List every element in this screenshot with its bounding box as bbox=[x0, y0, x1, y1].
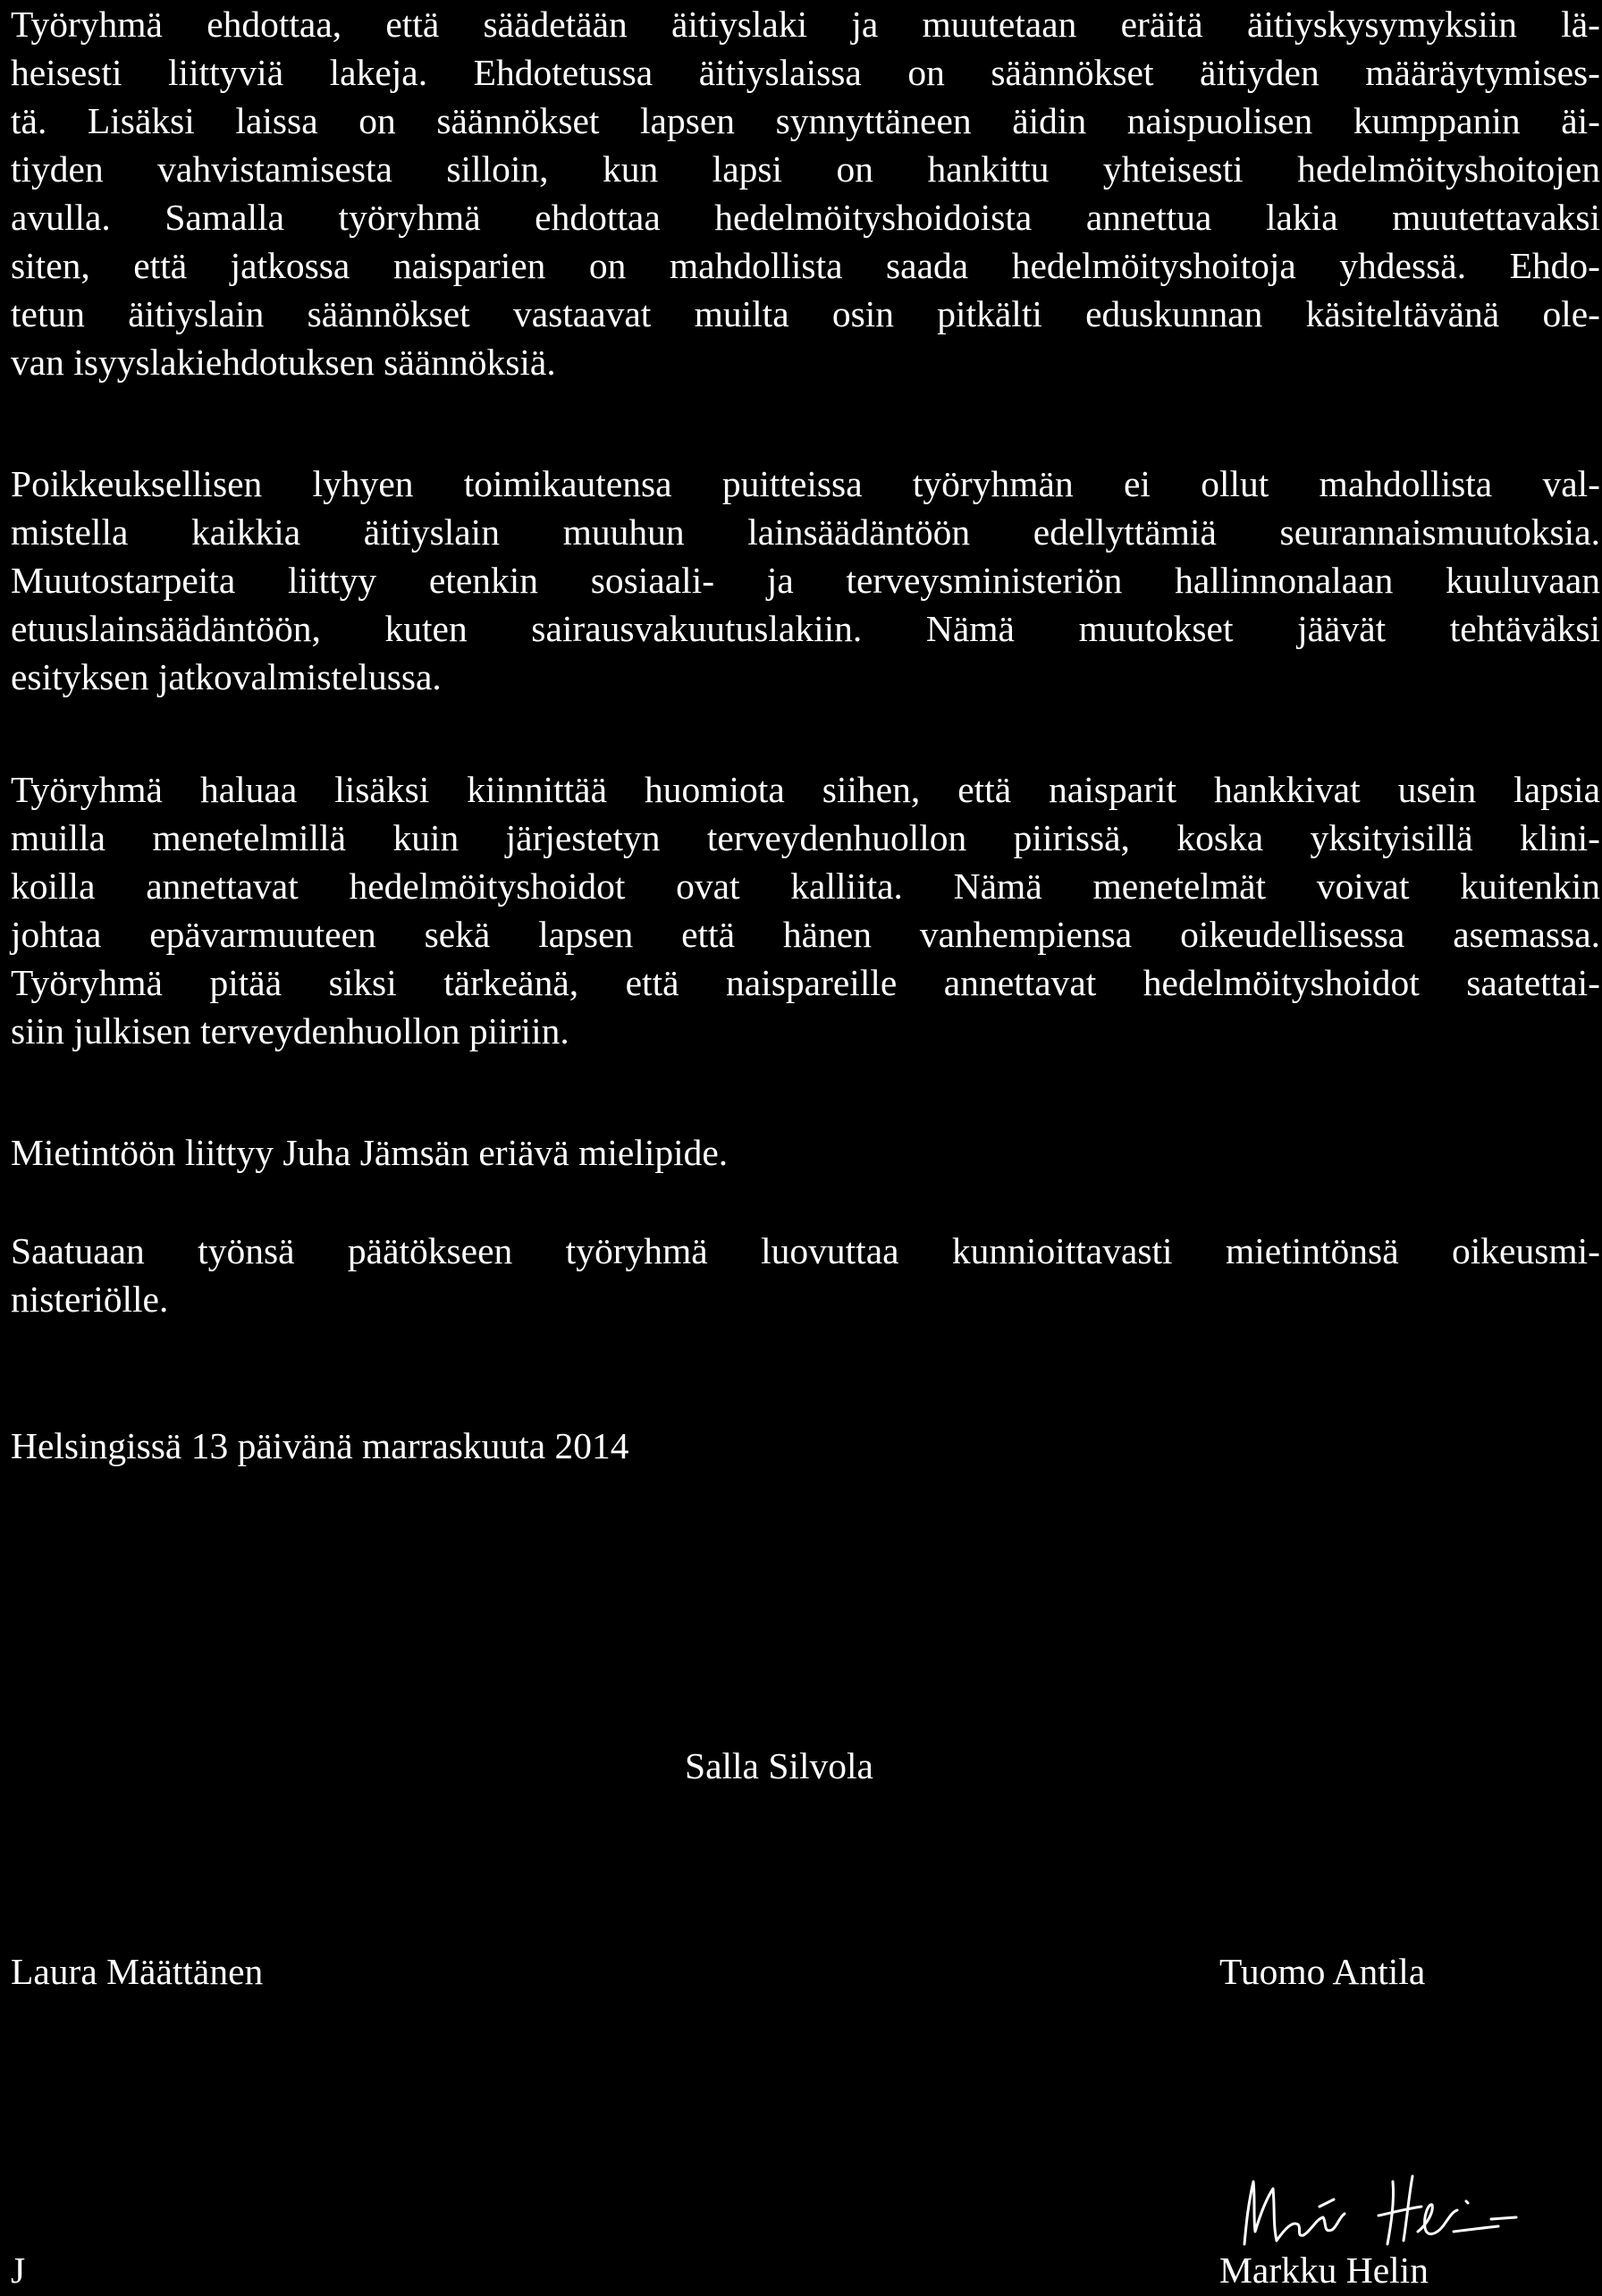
signatory-chair: Salla Silvola bbox=[685, 1745, 873, 1786]
text-line: avulla. Samalla työryhmä ehdottaa hedelmöityshoidoista annettua lakia muutettavaksi bbox=[11, 197, 1600, 238]
signatory-bottom-right: Markku Helin bbox=[1219, 2250, 1429, 2291]
paragraph-proposal bbox=[11, 0, 1600, 386]
paragraph-attention bbox=[11, 765, 1600, 1055]
text-line: mistella kaikkia äitiyslain muuhun lainsäädäntöön edellyttämiä seurannaismuutoksia. bbox=[11, 511, 1600, 553]
text-line: koilla annettavat hedelmöityshoidot ovat kalliita. Nämä menetelmät voivat kuitenkin bbox=[11, 865, 1600, 907]
text-line: tiyden vahvistamisesta silloin, kun lapsi on hankittu yhteisesti hedelmöityshoitojen bbox=[11, 148, 1600, 190]
text-line: tä. Lisäksi laissa on säännökset lapsen synnyttäneen äidin naispuolisen kumppanin äi- bbox=[11, 100, 1600, 141]
text-line: nisteriölle. bbox=[11, 1279, 169, 1320]
paragraph-limitations bbox=[11, 460, 1600, 701]
text-line: Työryhmä haluaa lisäksi kiinnittää huomiota siihen, että naisparit hankkivat usein lapsia bbox=[11, 769, 1600, 810]
text-line: muilla menetelmillä kuin järjestetyn terveydenhuollon piirissä, koska yksityisillä klini- bbox=[11, 817, 1600, 858]
text-line: Mietintöön liittyy Juha Jämsän eriävä mielipide. bbox=[11, 1132, 729, 1173]
signatory-right-member: Tuomo Antila bbox=[1219, 1951, 1426, 1992]
text-line: Poikkeuksellisen lyhyen toimikautensa puitteissa työryhmän ei ollut mahdollista val- bbox=[11, 463, 1600, 504]
signatory-bottom-left: J bbox=[11, 2250, 26, 2291]
text-line: Työryhmä pitää siksi tärkeänä, että naispareille annettavat hedelmöityshoidot saatettai- bbox=[11, 962, 1600, 1003]
signatory-left-member: Laura Määttänen bbox=[11, 1951, 264, 1992]
text-line: johtaa epävarmuuteen sekä lapsen että hänen vanhempiensa oikeudellisessa asemassa. bbox=[11, 914, 1600, 955]
paragraph-handover bbox=[11, 1227, 1600, 1323]
text-line: siin julkisen terveydenhuollon piiriin. bbox=[11, 1010, 569, 1051]
place-date: Helsingissä 13 päivänä marraskuuta 2014 bbox=[11, 1425, 629, 1466]
text-line: van isyyslakiehdotuksen säännöksiä. bbox=[11, 342, 556, 383]
text-line: esityksen jatkovalmistelussa. bbox=[11, 656, 442, 697]
text-line: Saatuaan työnsä päätökseen työryhmä luovuttaa kunnioittavasti mietintönsä oikeusmi- bbox=[11, 1230, 1600, 1271]
paragraph-dissent bbox=[11, 1128, 1600, 1177]
text-line: siten, että jatkossa naisparien on mahdollista saada hedelmöityshoitoja yhdessä. Ehdo- bbox=[11, 245, 1600, 286]
text-line: tetun äitiyslain säännökset vastaavat muilta osin pitkälti eduskunnan käsiteltävänä ole- bbox=[11, 293, 1600, 334]
text-line: heisesti liittyviä lakeja. Ehdotetussa äitiyslaissa on säännökset äitiyden määräytymises- bbox=[11, 52, 1600, 93]
text-line: Muutostarpeita liittyy etenkin sosiaali- ja terveysministeriön hallinnonalaan kuuluvaan bbox=[11, 560, 1600, 601]
text-line: Työryhmä ehdottaa, että säädetään äitiyslaki ja muutetaan eräitä äitiyskysymyksiin lä- bbox=[11, 4, 1600, 45]
text-line: etuuslainsäädäntöön, kuten sairausvakuutuslakiin. Nämä muutokset jäävät tehtäväksi bbox=[11, 608, 1600, 649]
